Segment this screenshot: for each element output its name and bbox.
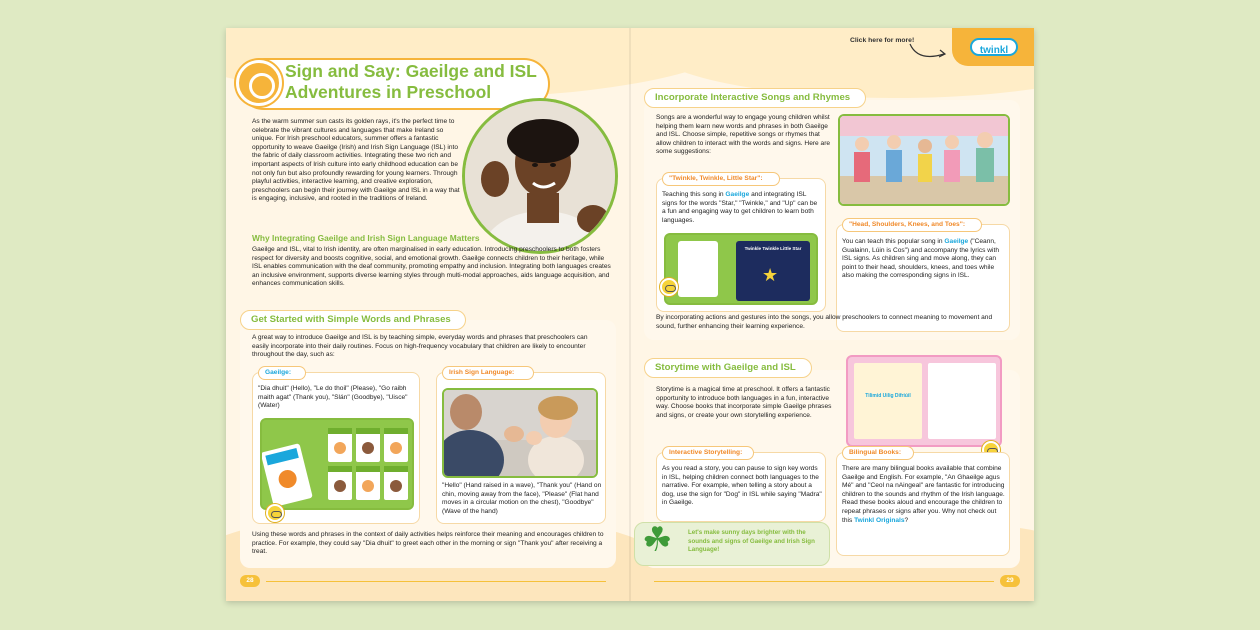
twinkle-cover — [736, 241, 810, 301]
getting-started-paragraph: A great way to introduce Gaeilge and ISL is by teaching simple, everyday words and phrases that preschoolers can easily incorporate into their daily routines. Focus on high-frequency vocabulary that children are likely to encounter throughout the day, such as: — [252, 334, 588, 359]
footer-rule-right — [654, 581, 994, 582]
sign-hand-icon — [236, 60, 282, 106]
isl-signing-photo[interactable] — [442, 388, 598, 478]
link-icon[interactable] — [660, 278, 678, 296]
interactive-storytelling-label: Interactive Storytelling: — [662, 446, 754, 460]
teacher-illustration — [465, 101, 618, 254]
twinkle-resource-preview[interactable] — [664, 233, 818, 305]
shamrock-icon: ☘ — [642, 521, 673, 559]
twinkle-cover-title: Twinkle Twinkle Little Star — [744, 246, 802, 251]
getting-started-closing: Using these words and phrases in the context of daily activities helps reinforce their meaning and encourages children to practice. For example, they could say "Dia dhuit" to greet each other in the morning or sign "Thank you" after receiving a treat. — [252, 531, 604, 556]
click-here-note: Click here for more! — [850, 37, 915, 44]
storytime-heading: Storytime with Gaeilge and ISL — [644, 358, 812, 378]
parent-child-signing-illustration — [444, 390, 596, 476]
getting-started-heading: Get Started with Simple Words and Phrases — [240, 310, 466, 330]
gaeilge-flashcards-resource[interactable] — [260, 418, 414, 510]
teacher-signing-photo — [462, 98, 618, 254]
why-heading: Why Integrating Gaeilge and Irish Sign Language Matters — [252, 233, 480, 243]
book-page — [928, 363, 996, 439]
dancing-children-photo — [838, 114, 1010, 206]
songs-heading: Incorporate Interactive Songs and Rhymes — [644, 88, 866, 108]
link-icon[interactable] — [266, 504, 284, 522]
footer-rule-left — [266, 581, 606, 582]
twinkl-brand-tab[interactable] — [952, 28, 1034, 66]
star-icon: ★ — [762, 265, 779, 285]
songs-closing: By incorporating actions and gestures into the songs, you allow preschoolers to connect meaning to movement and sound, further enhancing their learning experience. — [656, 314, 993, 330]
page-title: Sign and Say: Gaeilge and ISL Adventures in Preschool — [285, 61, 537, 102]
bilingual-book-preview[interactable] — [846, 355, 1002, 447]
twinkl-logo — [970, 38, 1018, 56]
page-left — [226, 28, 630, 601]
twinkl-originals-link[interactable]: Twinkl Originals — [854, 516, 905, 524]
gaeilge-link[interactable]: Gaeilge — [944, 238, 969, 245]
bilingual-books-paragraph: There are many bilingual books available that combine Gaeilge and English. For example, "An Ghaeilge agus Mé" and "Ceol na nAingeal" are fantastic for introducing children to the sounds and rhythm of the Irish language. Read these books aloud and encourage the children to repeat phrases or signs after you. Why not check out this Twinkl Originals? — [842, 465, 1005, 524]
flashcards-illustration — [262, 420, 412, 508]
children-dancing-illustration — [840, 116, 1008, 204]
sunny-text: Let's make sunny days brighter with the sounds and signs of Gaeilge and Irish Sign Language! — [688, 529, 815, 554]
isl-label: Irish Sign Language: — [442, 366, 534, 380]
book-cover — [854, 363, 922, 439]
intro-paragraph: As the warm summer sun casts its golden rays, it's the perfect time to celebrate the vibrant cultures and languages that make Ireland so unique. For Irish preschool educators, summer offers a fantastic opportunity to weave Gaeilge (Irish) and Irish Sign Language (ISL) into the fabric of daily classroom activities. Integrating these two rich and important aspects of Irish culture into early childhood education can be not only fun but also profoundly rewarding for young learners. Through playful activities, interactive learning, and creative exploration, preschoolers can begin their journey with Gaeilge and ISL in a way that is engaging, inclusive, and rooted in the traditions of Ireland. — [252, 118, 460, 203]
head-shoulders-paragraph: You can teach this popular song in Gaeilge ("Ceann, Gualainn, Lúin is Cos") and accompany the lyrics with ISL signs. As children sing and move along, they can point to their head, shoulders, knees, and toes while also making the corresponding signs in ISL. — [842, 238, 1000, 280]
storytime-paragraph: Storytime is a magical time at preschool. It offers a fantastic opportunity to introduce both languages in a fun, interactive way. Choose books that incorporate simple Gaeilge phrases and signs, or create your own storytelling experience. — [656, 386, 832, 419]
why-paragraph: Gaeilge and ISL, vital to Irish identity, are often marginalised in early education. Introducing preschoolers to both fosters respect for diversity and boosts cognitive, social, and emotional growth. Gaeilge connects children to their heritage, while ISL enables communication with the deaf community, promoting empathy and inclusion. Integrating both languages creates an inclusive environment, supports diverse learning styles through multi-modal approaches, aids language acquisition, and enhances communication skills. — [252, 246, 611, 288]
gaeilge-link[interactable]: Gaeilge — [725, 191, 750, 198]
document-spread — [226, 28, 1034, 601]
page-number-left: 28 — [240, 575, 260, 587]
gaeilge-label: Gaeilge: — [258, 366, 306, 380]
book-title: Tilimid Uilig Difriúil — [865, 393, 911, 399]
twinkle-label: "Twinkle, Twinkle, Little Star": — [662, 172, 780, 186]
page-right — [630, 28, 1034, 601]
interactive-storytelling-paragraph: As you read a story, you can pause to sign key words in ISL, helping children connect both languages to the narrative. For example, when telling a story about a dog, use the sign for "Dog" in ISL while saying "Madra" in Gaeilge. — [662, 465, 822, 507]
head-shoulders-label: "Head, Shoulders, Knees, and Toes": — [842, 218, 982, 232]
twinkle-paragraph: Teaching this song in Gaeilge and integrating ISL signs for the words "Star," "Twinkle," and "Up" can be a fun and engaging way to get children to learn both languages. — [662, 191, 818, 224]
songs-paragraph: Songs are a wonderful way to engage young children whilst helping them learn new words and phrases in both Gaeilge and ISL. Choose simple, repetitive songs or rhymes that allow children to interact with the words and signs. Here are some suggestions: — [656, 114, 831, 156]
lyrics-sheet — [678, 241, 718, 297]
curved-arrow-icon — [908, 40, 950, 62]
page-number-right: 29 — [1000, 575, 1020, 587]
isl-phrases: "Hello" (Hand raised in a wave), "Thank you" (Hand on chin, moving away from the face), "Please" (Flat hand moves in a circular motion on the chest), "Goodbye" (Wave of the hand) — [442, 482, 602, 515]
gaeilge-phrases: "Dia dhuit" (Hello), "Le do thoil" (Please), "Go raibh maith agat" (Thank you), "Slán" (Goodbye), "Uisce" (Water) — [258, 385, 408, 410]
twinkl-logo-text: twinkl — [979, 45, 1009, 56]
bilingual-books-label: Bilingual Books: — [842, 446, 914, 460]
